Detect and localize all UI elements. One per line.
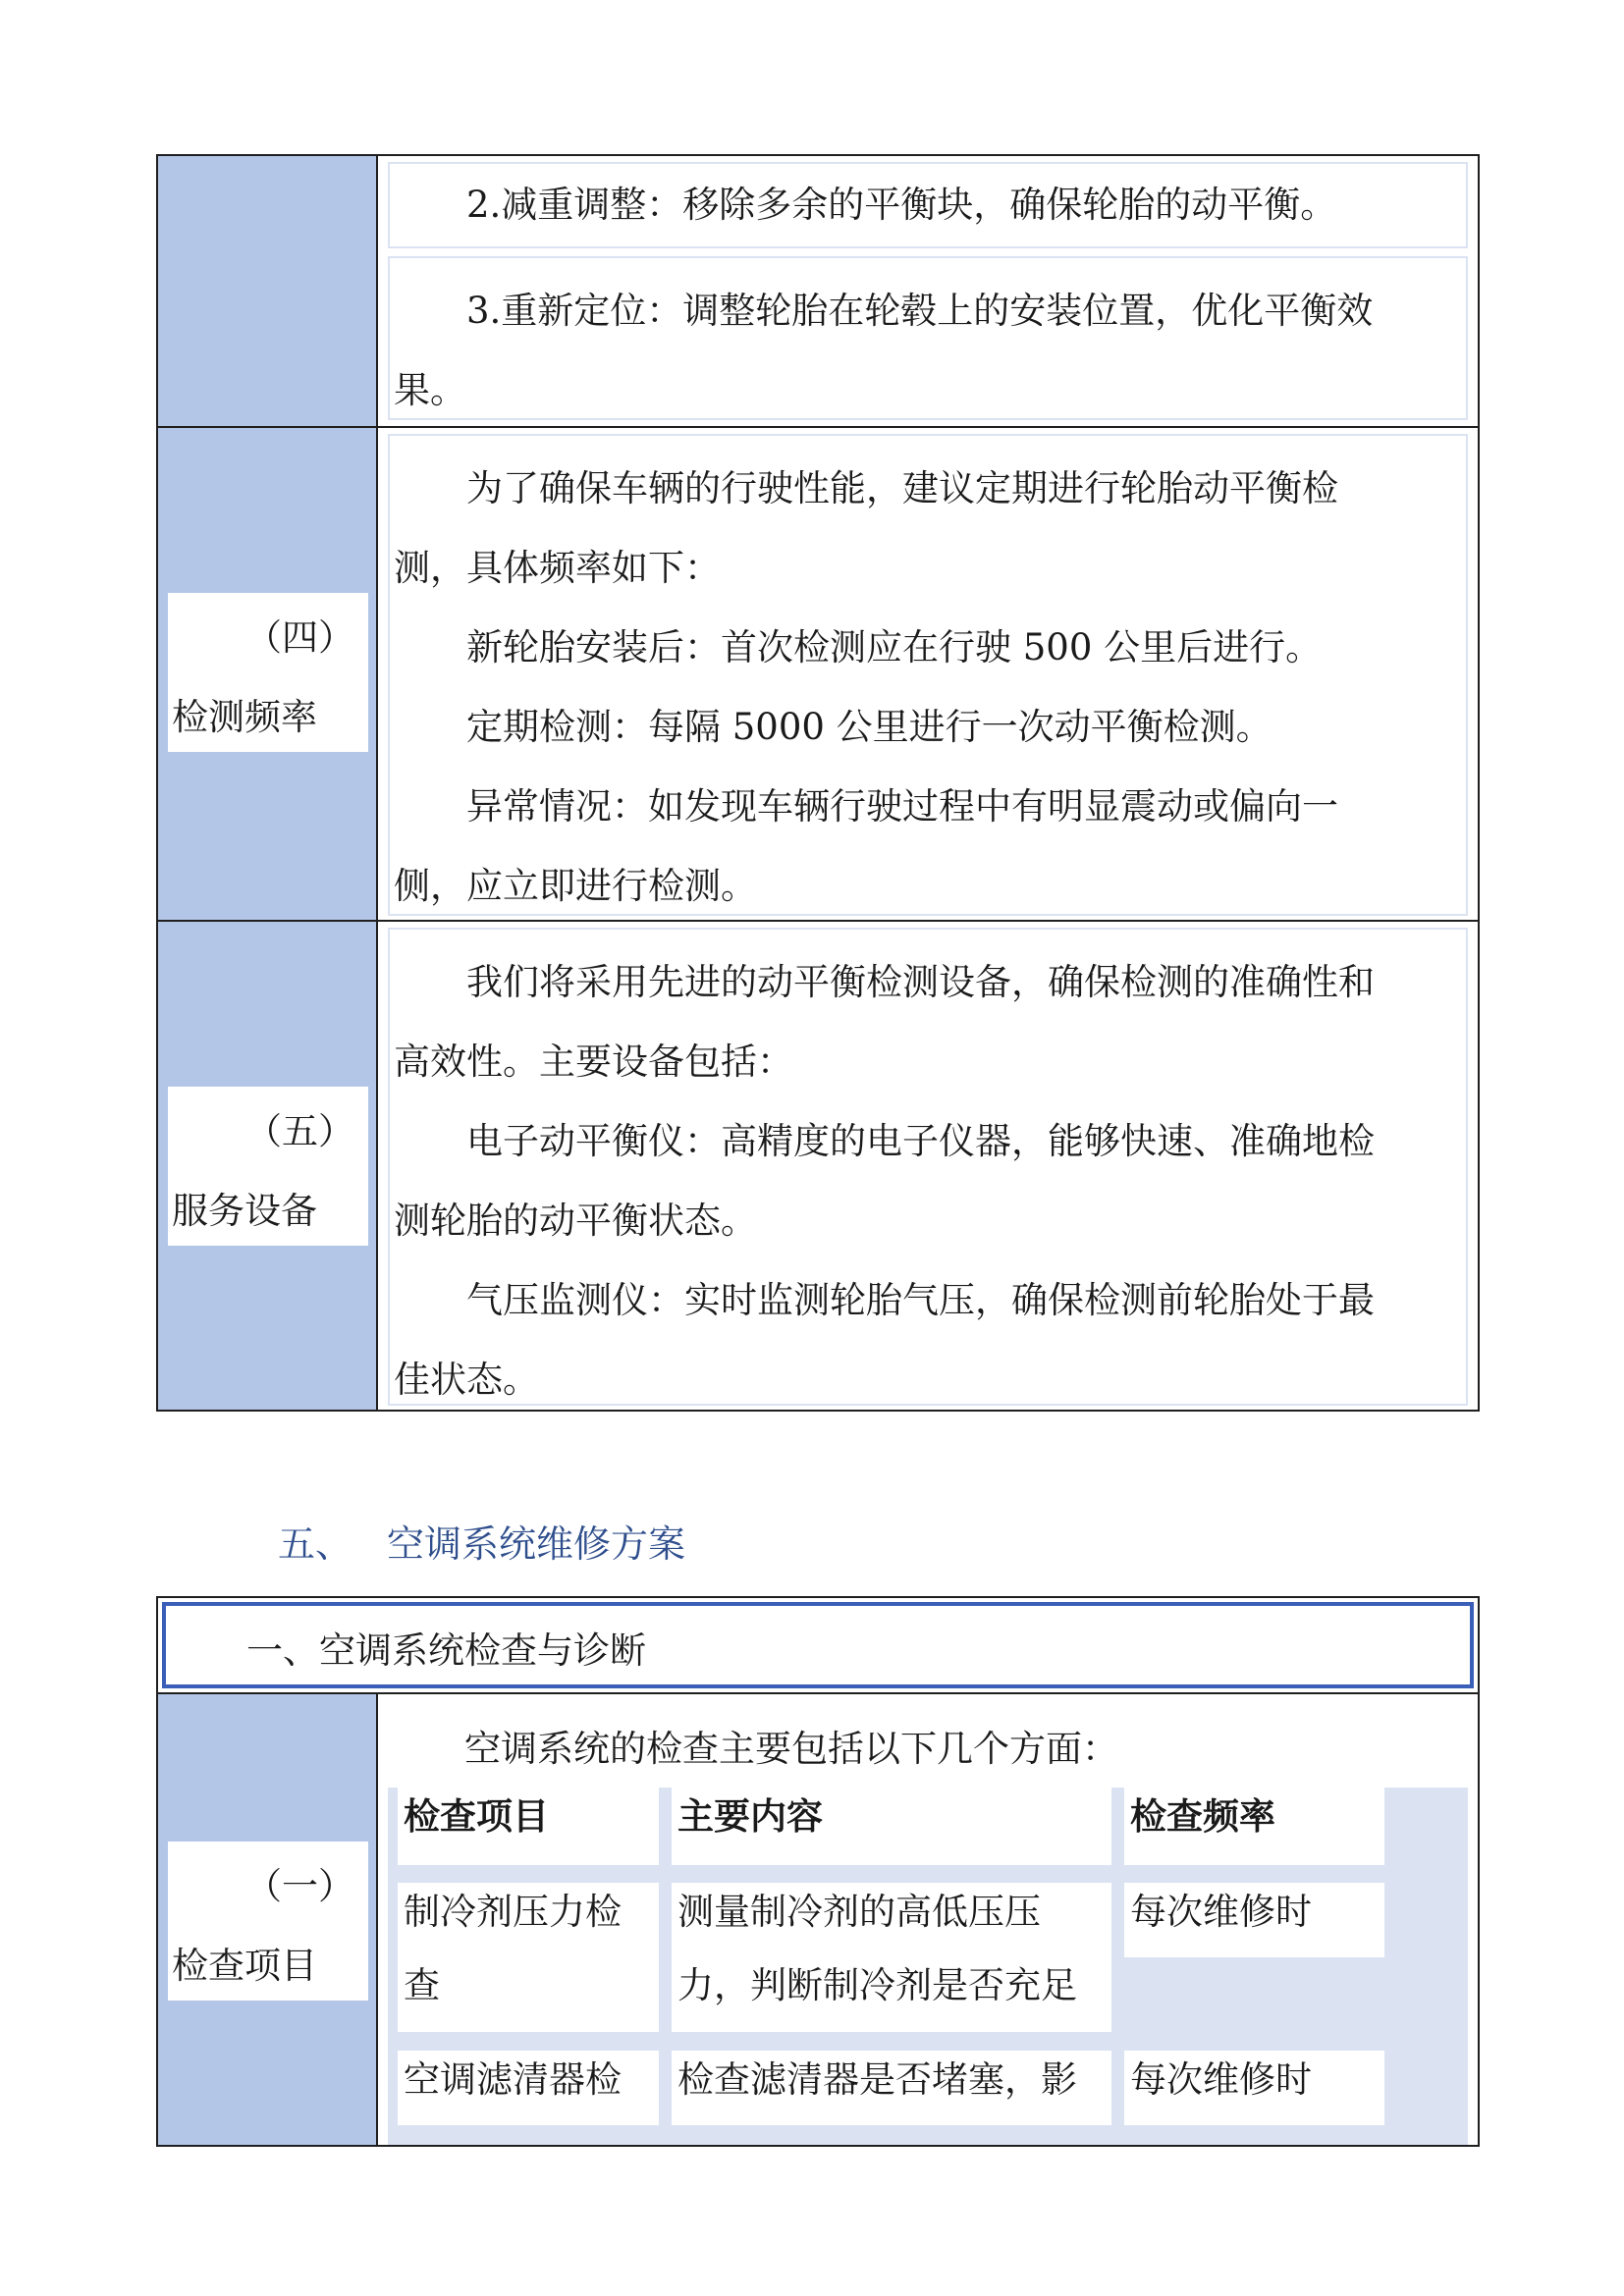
paragraph-line: 新轮胎安装后：首次检测应在行驶 500 公里后进行。 — [466, 626, 1323, 668]
text-box — [388, 434, 1468, 916]
intro-box — [388, 1698, 1468, 1783]
cell-text: 空调滤清器检 — [404, 2058, 622, 2101]
cell-item — [398, 2051, 659, 2125]
cell-text: 检查滤清器是否堵塞，影 — [677, 2058, 1077, 2101]
paragraph-line: 我们将采用先进的动平衡检测设备，确保检测的准确性和 — [466, 961, 1375, 1003]
row-content-cell — [378, 922, 1478, 1410]
row-label-cell — [158, 922, 378, 1410]
text-box — [388, 256, 1468, 420]
text-box — [388, 928, 1468, 1406]
paragraph-line: 气压监测仪：实时监测轮胎气压，确保检测前轮胎处于最 — [466, 1279, 1375, 1321]
paragraph-line: 测，具体频率如下： — [394, 547, 721, 589]
paragraph-line: 3.重新定位：调整轮胎在轮毂上的安装位置，优化平衡效 — [466, 290, 1374, 332]
paragraph-line: 定期检测：每隔 5000 公里进行一次动平衡检测。 — [466, 706, 1272, 748]
cell-content — [672, 1883, 1111, 2032]
table-row — [158, 1692, 1478, 2145]
row-label-box — [168, 1087, 368, 1246]
header-label: 检查频率 — [1130, 1795, 1275, 1838]
row-label-number: （一） — [245, 1865, 354, 1907]
cell-text: 测量制冷剂的高低压压 — [677, 1891, 1041, 1933]
cell-frequency — [1124, 2051, 1384, 2125]
section-title: 空调系统维修方案 — [387, 1522, 686, 1566]
paragraph-line: 佳状态。 — [394, 1359, 539, 1401]
paragraph-line: 2.减重调整：移除多余的平衡块，确保轮胎的动平衡。 — [466, 184, 1337, 226]
header-cell-content — [672, 1788, 1111, 1865]
table-row — [158, 920, 1478, 1410]
subheading: 一、空调系统检查与诊断 — [246, 1629, 646, 1672]
row-content-cell — [378, 156, 1478, 426]
table-row — [158, 156, 1478, 426]
cell-content — [672, 2051, 1111, 2125]
row-label-box — [168, 1842, 368, 2001]
paragraph-line: 为了确保车辆的行驶性能，建议定期进行轮胎动平衡检 — [466, 467, 1338, 509]
paragraph-line: 测轮胎的动平衡状态。 — [394, 1200, 757, 1242]
subheading-box — [162, 1602, 1474, 1688]
row-label-box — [168, 593, 368, 752]
row-label-text: 检查项目 — [172, 1945, 317, 1987]
cell-text: 查 — [404, 1964, 440, 2006]
row-label-number: （四） — [245, 616, 354, 659]
inner-table — [388, 1788, 1468, 2145]
intro-text: 空调系统的检查主要包括以下几个方面： — [464, 1728, 1118, 1770]
table-ac-inspection — [156, 1596, 1480, 2147]
text-box — [388, 162, 1468, 248]
row-label-number: （五） — [245, 1110, 354, 1152]
cell-item — [398, 1883, 659, 2032]
paragraph-line: 电子动平衡仪：高精度的电子仪器，能够快速、准确地检 — [466, 1120, 1375, 1162]
row-label-cell — [158, 1694, 378, 2145]
table-tire-balance — [156, 154, 1480, 1412]
row-label-cell — [158, 156, 378, 426]
paragraph-line: 高效性。主要设备包括： — [394, 1041, 793, 1083]
header-cell-item — [398, 1788, 659, 1865]
row-content-cell — [378, 1694, 1478, 2145]
row-content-cell — [378, 428, 1478, 920]
row-label-text: 服务设备 — [172, 1190, 317, 1232]
header-cell-frequency — [1124, 1788, 1384, 1865]
header-label: 主要内容 — [677, 1795, 823, 1838]
cell-text: 每次维修时 — [1130, 2058, 1312, 2101]
table-row — [158, 426, 1478, 920]
cell-text: 每次维修时 — [1130, 1891, 1312, 1933]
cell-text: 力，判断制冷剂是否充足 — [677, 1964, 1077, 2006]
cell-text: 制冷剂压力检 — [404, 1891, 622, 1933]
row-label-text: 检测频率 — [172, 696, 317, 738]
row-label-cell — [158, 428, 378, 920]
paragraph-line: 侧，应立即进行检测。 — [394, 865, 757, 907]
paragraph-line: 异常情况：如发现车辆行驶过程中有明显震动或偏向一 — [466, 785, 1338, 828]
section-number: 五、 — [278, 1522, 353, 1566]
header-label: 检查项目 — [404, 1795, 549, 1838]
cell-frequency — [1124, 1883, 1384, 1957]
paragraph-line: 果。 — [394, 369, 466, 411]
